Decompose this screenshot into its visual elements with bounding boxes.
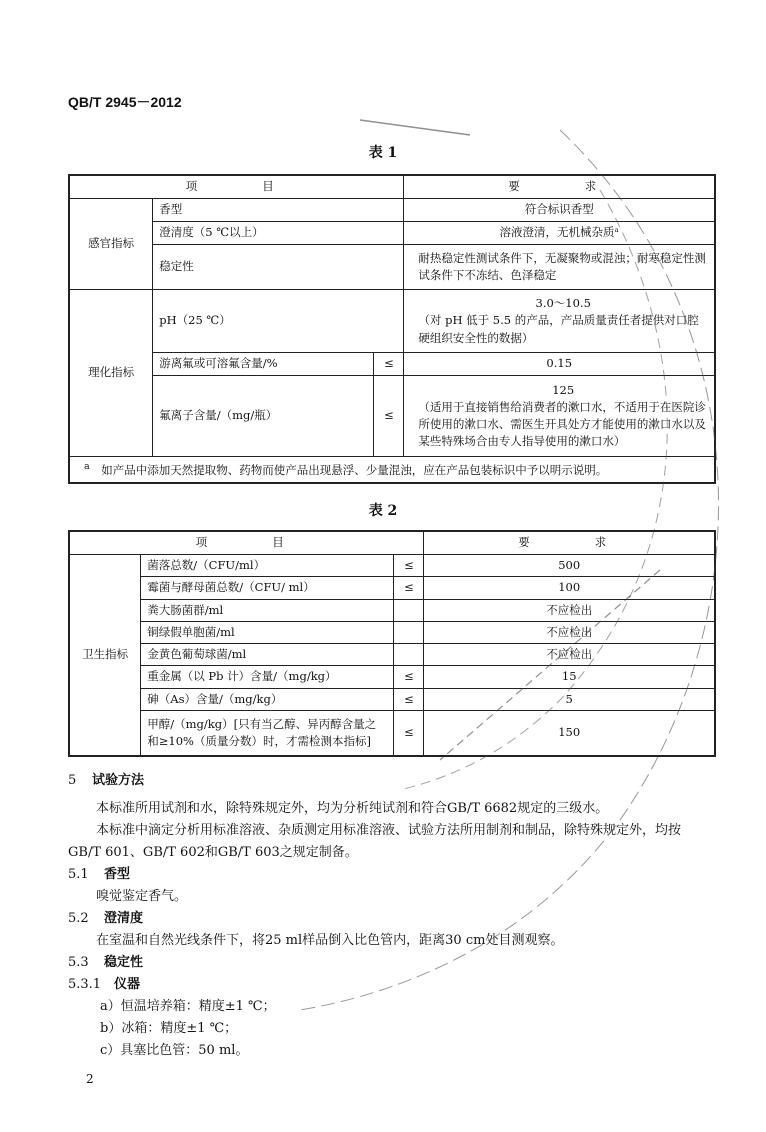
le-symbol xyxy=(394,621,424,643)
table2-row-item: 金黄色葡萄球菌/ml xyxy=(141,644,394,666)
table2-col-req: 要 求 xyxy=(424,531,715,555)
table1-row-item: 稳定性 xyxy=(153,245,404,290)
table1-group-sensory: 感官指标 xyxy=(69,199,153,290)
scan-line-top xyxy=(360,120,470,135)
table2-col-item: 项 目 xyxy=(69,531,424,555)
table1-group-physchem: 理化指标 xyxy=(69,290,153,457)
table2-row-req: 15 xyxy=(424,666,715,688)
fluoride-note: （适用于直接销售给消费者的漱口水，不适用于在医院诊所使用的漱口水、需医生开具处方才能使用的漱口水以及某些特殊场合由专人指导使用的漱口水） xyxy=(418,399,706,449)
section5-1-text: 嗅觉鉴定香气。 xyxy=(96,889,188,904)
section5-1-heading: 5.1 香型 xyxy=(68,867,131,882)
le-symbol: ≤ xyxy=(394,710,424,756)
le-symbol: ≤ xyxy=(394,666,424,688)
table1-row-item: pH（25 ℃） xyxy=(153,290,404,353)
table1-row-item: 游离氟或可溶氟含量/% xyxy=(153,353,374,376)
section5-3-1-heading: 5.3.1 仪器 xyxy=(68,977,141,992)
instrument-item: c）具塞比色管：50 ml。 xyxy=(100,1043,249,1058)
le-symbol: ≤ xyxy=(394,688,424,710)
table2 xyxy=(68,530,716,757)
footnote-mark: a xyxy=(84,461,90,472)
table1-footnote xyxy=(69,457,715,484)
standard-code: QB/T 2945－2012 xyxy=(68,94,182,110)
page-number: 2 xyxy=(86,1072,94,1086)
le-symbol: ≤ xyxy=(374,353,404,376)
le-symbol: ≤ xyxy=(394,577,424,599)
table2-title: 表 2 xyxy=(368,503,398,519)
fluoride-limit: 125 xyxy=(552,382,575,397)
table1-row-req: 溶液澄清，无机械杂质ᵃ xyxy=(404,222,715,245)
table2-row-req: 5 xyxy=(424,688,715,710)
table1-col-req: 要 求 xyxy=(404,175,715,199)
section5-heading: 5 试验方法 xyxy=(68,773,145,788)
ph-range: 3.0～10.5 xyxy=(535,296,591,311)
section5-2-text: 在室温和自然光线条件下，将25 ml样品倒入比色管内，距离30 cm处目测观察。 xyxy=(96,933,564,948)
table2-row-item: 重金属（以 Pb 计）含量/（mg/kg） xyxy=(141,666,394,688)
table1-col-item: 项 目 xyxy=(69,175,404,199)
table2-row-item: 甲醇/（mg/kg）[只有当乙醇、异丙醇含量之和≥10%（质量分数）时，才需检测本指标] xyxy=(141,710,394,756)
section5-para1: 本标准所用试剂和水，除特殊规定外，均为分析纯试剂和符合GB/T 6682规定的三级水。 xyxy=(96,801,609,816)
table2-row-req: 500 xyxy=(424,555,715,577)
table1-row-req xyxy=(404,376,715,457)
section5-para2: 本标准中滴定分析用标准溶液、杂质测定用标准溶液、试验方法所用制剂和制品，除特殊规定外，均按GB/T 601、GB/T 602和GB/T 603之规定制备。 xyxy=(68,823,682,860)
section5-2-heading: 5.2 澄清度 xyxy=(68,911,144,926)
le-symbol xyxy=(394,599,424,621)
table1-title: 表 1 xyxy=(368,145,398,161)
le-symbol xyxy=(394,644,424,666)
table2-row-item: 粪大肠菌群/ml xyxy=(141,599,394,621)
table1-row-item: 澄清度（5 ℃以上） xyxy=(153,222,404,245)
table2-row-item: 霉菌与酵母菌总数/（CFU/ ml） xyxy=(141,577,394,599)
instrument-item: b）冰箱：精度±1 ℃； xyxy=(100,1021,238,1036)
table2-row-req: 150 xyxy=(424,710,715,756)
ph-note: （对 pH 低于 5.5 的产品，产品质量责任者提供对口腔硬组织安全性的数据） xyxy=(418,313,699,345)
footnote-text: 如产品中添加天然提取物、药物而使产品出现悬浮、少量混浊，应在产品包装标识中予以明示说明。 xyxy=(101,462,608,477)
table2-row-req: 100 xyxy=(424,577,715,599)
table2-row-req: 不应检出 xyxy=(424,644,715,666)
section5 xyxy=(68,770,708,1062)
le-symbol: ≤ xyxy=(374,376,404,457)
table1-row-req xyxy=(404,290,715,353)
table1-row-req: 符合标识香型 xyxy=(404,199,715,222)
instrument-item: a）恒温培养箱：精度±1 ℃； xyxy=(100,999,276,1014)
table1 xyxy=(68,174,716,484)
table2-row-item: 砷（As）含量/（mg/kg） xyxy=(141,688,394,710)
table2-row-req: 不应检出 xyxy=(424,599,715,621)
le-symbol: ≤ xyxy=(394,555,424,577)
table1-row-item: 氟离子含量/（mg/瓶） xyxy=(153,376,374,457)
section5-3-heading: 5.3 稳定性 xyxy=(68,955,144,970)
table1-row-item: 香型 xyxy=(153,199,404,222)
table1-row-req: 耐热稳定性测试条件下，无凝聚物或混浊；耐寒稳定性测试条件下不冻结、色泽稳定 xyxy=(404,245,715,290)
table2-row-req: 不应检出 xyxy=(424,621,715,643)
table1-row-req: 0.15 xyxy=(404,353,715,376)
table2-row-item: 铜绿假单胞菌/ml xyxy=(141,621,394,643)
table2-row-item: 菌落总数/（CFU/ml） xyxy=(141,555,394,577)
table2-group-hygiene: 卫生指标 xyxy=(69,555,141,756)
